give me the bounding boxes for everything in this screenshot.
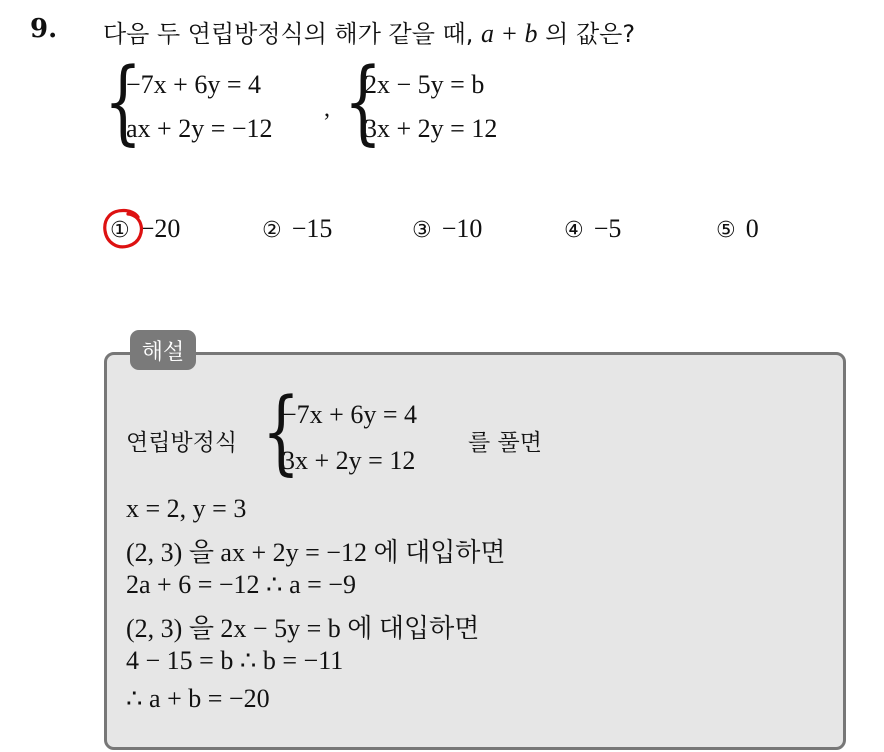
choice-1-number: ① [110, 218, 130, 243]
choice-3[interactable] [412, 214, 482, 244]
solution-line-6: ∴ a + b = −20 [126, 684, 270, 713]
question-text-after: 의 값은? [537, 20, 636, 48]
solution-tag: 해설 [130, 330, 196, 370]
system2-eq1: 2x − 5y = b [364, 70, 485, 99]
solution-line-3: 2a + 6 = −12 ∴ a = −9 [126, 570, 356, 599]
solution-system-eq1: −7x + 6y = 4 [282, 400, 417, 429]
question-expression: a + b [480, 19, 538, 48]
choice-1-value: −20 [139, 214, 181, 243]
system1-eq1: −7x + 6y = 4 [126, 70, 261, 99]
question-number: 9. [30, 14, 58, 44]
system1-eq2: ax + 2y = −12 [126, 114, 273, 143]
choice-4[interactable] [564, 214, 621, 244]
solution-line-5: 4 − 15 = b ∴ b = −11 [126, 646, 344, 675]
question-text [103, 14, 635, 49]
question-text-before: 다음 두 연립방정식의 해가 같을 때, [103, 20, 481, 48]
choice-4-value: −5 [593, 214, 622, 243]
solution-line-4: (2, 3) 을 2x − 5y = b 에 대입하면 [126, 614, 480, 643]
choice-2-number: ② [262, 218, 282, 243]
choice-5-number: ⑤ [716, 218, 736, 243]
answer-mark-circle [100, 205, 146, 251]
choice-3-value: −10 [441, 214, 483, 243]
system-separator: , [324, 96, 330, 122]
solution-intro-suffix: 를 풀면 [468, 430, 542, 456]
solution-system-brace: { [262, 378, 301, 485]
solution-line-1: x = 2, y = 3 [126, 494, 247, 523]
choice-5[interactable] [716, 214, 759, 244]
choice-3-number: ③ [412, 218, 432, 243]
choice-5-value: 0 [745, 214, 759, 243]
system1-brace: { [104, 48, 143, 155]
solution-system-eq2: 3x + 2y = 12 [282, 446, 416, 475]
system2-brace: { [344, 48, 383, 155]
solution-line-2: (2, 3) 을 ax + 2y = −12 에 대입하면 [126, 538, 506, 567]
choice-2[interactable] [262, 214, 332, 244]
choice-2-value: −15 [291, 214, 333, 243]
system2-eq2: 3x + 2y = 12 [364, 114, 498, 143]
solution-intro-label: 연립방정식 [126, 430, 238, 456]
choice-4-number: ④ [564, 218, 584, 243]
